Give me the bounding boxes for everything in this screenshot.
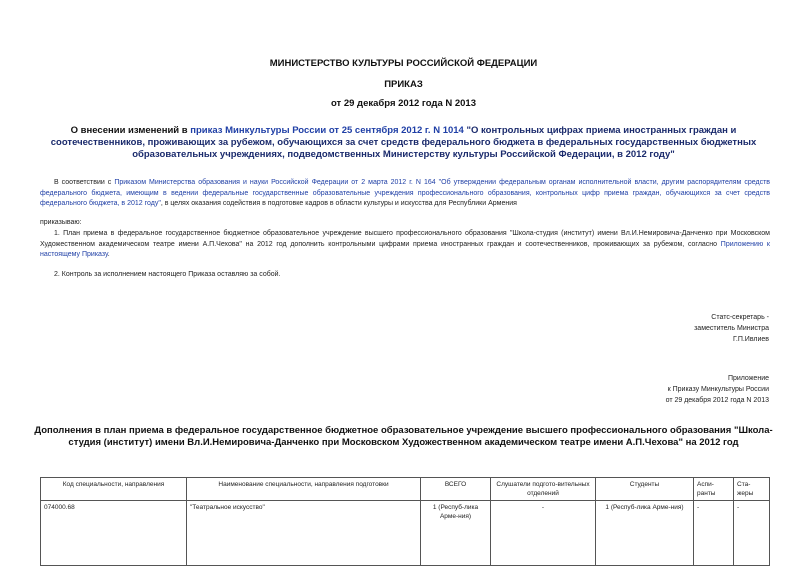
order-title <box>40 125 767 161</box>
header-students: Студенты <box>596 478 694 501</box>
title-prefix: О внесении изменений в <box>70 125 191 136</box>
header-code: Код специальности, направления <box>41 478 187 501</box>
appendix-order-ref: к Приказу Минкультуры России <box>667 386 769 393</box>
preamble-prefix: В соответствии с <box>54 179 115 186</box>
appendix-date: от 29 декабря 2012 года N 2013 <box>665 397 769 404</box>
item-2-paragraph: 2. Контроль за исполнением настоящего Приказа оставляю за собой. <box>54 271 281 278</box>
item-1-end: . <box>107 251 110 258</box>
admission-plan-table <box>40 477 770 566</box>
header-specialty: Наименование специальности, направления подготовки <box>187 478 421 501</box>
cell-preparatory: - <box>491 501 596 566</box>
item-1-paragraph <box>40 229 770 261</box>
appendix-label: Приложение <box>727 375 769 382</box>
document-type: ПРИКАЗ <box>384 79 423 90</box>
preamble-suffix: , в целях оказания содействия в подготовке кадров в области культуры и искусства для Республики Армения <box>160 200 517 207</box>
appendix-title: Дополнения в план приема в федеральное государственное бюджетное образовательное учреждение высшего профессионального образования "Школа-студия (институт) имени Вл.И.Немировича-Данченко при Московском Художественном академическом театре имени А.П.Чехова" на 2012 год <box>34 425 773 448</box>
ministry-name: МИНИСТЕРСТВО КУЛЬТУРЫ РОССИЙСКОЙ ФЕДЕРАЦИИ <box>269 58 538 69</box>
signature-block <box>694 312 769 345</box>
header-preparatory: Слушатели подгото-вительных отделений <box>491 478 596 501</box>
signature-position-1: Статс-секретарь - <box>711 314 769 321</box>
table-row <box>41 501 770 566</box>
appendix-reference <box>666 373 769 406</box>
title-suffix: "О контрольных цифрах приема иностранных граждан и соотечественников, проживающих за рубежом, обучающихся за счет средств федерального бюджета в федеральных государственных бюджетных образовательных учреждениях, подведомственных Министерству культуры Российской Федерации, в 2012 году" <box>50 125 757 160</box>
header-postgraduates: Аспи-ранты <box>694 478 734 501</box>
header-total: ВСЕГО <box>421 478 491 501</box>
cell-specialty: "Театральное искусство" <box>187 501 421 566</box>
table-header-row <box>41 478 770 501</box>
preamble-paragraph <box>40 178 770 210</box>
cell-postgraduates: - <box>694 501 734 566</box>
cell-students: 1 (Респуб-лика Арме-ния) <box>596 501 694 566</box>
order-word: приказываю: <box>40 219 82 226</box>
cell-code: 074000.68 <box>41 501 187 566</box>
cell-total: 1 (Респуб-лика Арме-ния) <box>421 501 491 566</box>
signature-position-2: заместитель Министра <box>694 325 769 332</box>
preamble-link[interactable]: Приказом Министерства образования и науки Российской Федерации от 2 марта 2012 г. N 164 "Об утверждении федеральным органам исполнительной власти, другим распорядителям средств федерального бюджета, имеющим в ведении федеральные государственные образовательные учреждения профессионального образования, контрольных цифр приема граждан, обучающихся за счет средств федерального бюджета, в 2012 году" <box>40 179 770 207</box>
item-1-text: 1. План приема в федеральное государственное бюджетное образовательное учреждение высшего профессионального образования "Школа-студия (институт) имени Вл.И.Немировича-Данченко при Московском Художественном академическом театре имени А.П.Чехова" на 2012 год дополнить контрольными цифрами приема иностранных граждан и соотечественников, проживающих за рубежом, согласно <box>40 230 770 248</box>
document-date: от 29 декабря 2012 года N 2013 <box>330 98 476 109</box>
cell-trainees: - <box>734 501 770 566</box>
signature-name: Г.П.Ивлиев <box>732 336 769 343</box>
appendix-link[interactable]: Приложению к настоящему Приказу <box>40 240 770 258</box>
header-trainees: Ста-жеры <box>734 478 770 501</box>
title-link[interactable]: приказ Минкультуры России от 25 сентября 2012 г. N 1014 <box>190 125 464 136</box>
